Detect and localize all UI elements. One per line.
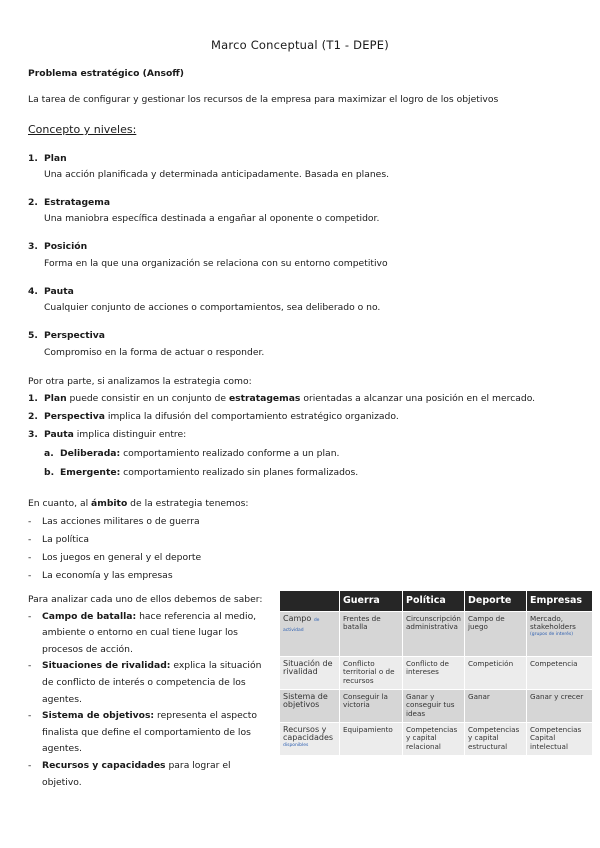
table-cell: Ganar y crecer bbox=[527, 690, 593, 723]
ambito-item: - Los juegos en general y el deporte bbox=[28, 552, 202, 563]
table-cell: Conflicto de intereses bbox=[403, 657, 465, 690]
table-row bbox=[280, 690, 593, 723]
level-item: 5. Perspectiva bbox=[28, 330, 105, 341]
table-header-cell bbox=[280, 591, 340, 612]
problem-heading: Problema estratégico (Ansoff) bbox=[28, 68, 184, 79]
ambito-intro: En cuanto, al ámbito de la estrategia tenemos: bbox=[28, 498, 249, 509]
row-header: Sistema de objetivos bbox=[280, 690, 340, 723]
ambito-item: - La economía y las empresas bbox=[28, 570, 173, 581]
saber-list bbox=[28, 592, 273, 791]
saber-item: - Sistema de objetivos: representa el aspecto finalista que define el comportamiento de los agentes. bbox=[28, 710, 258, 755]
level-desc: Forma en la que una organización se relaciona con su entorno competitivo bbox=[44, 258, 388, 269]
table-row bbox=[280, 657, 593, 690]
level-item: 3. Posición bbox=[28, 241, 88, 252]
comparison-table bbox=[279, 590, 593, 756]
table-cell: Circunscripción administrativa bbox=[403, 612, 465, 657]
level-desc: Una maniobra específica destinada a engañar al oponente o competidor. bbox=[44, 213, 380, 224]
table-row bbox=[280, 723, 593, 756]
table-cell: Mercado, stakeholders (grupos de interés) bbox=[527, 612, 593, 657]
table-cell: Campo de juego bbox=[465, 612, 527, 657]
row-header: Recursos y capacidades disponibles bbox=[280, 723, 340, 756]
row-header: Campo de actividad bbox=[280, 612, 340, 657]
level-desc: Compromiso en la forma de actuar o responder. bbox=[44, 347, 265, 358]
ambito-item: - La política bbox=[28, 534, 90, 545]
saber-item: - Campo de batalla: hace referencia al medio, ambiente o entorno en cual tiene lugar los procesos de acción. bbox=[28, 610, 257, 655]
analysis-item: 3. Pauta implica distinguir entre: bbox=[28, 429, 187, 440]
table-cell: Equipamiento bbox=[340, 723, 403, 756]
pauta-type: a. Deliberada: comportamiento realizado conforme a un plan. bbox=[44, 448, 340, 459]
saber-intro: Para analizar cada uno de ellos debemos de saber: bbox=[28, 594, 263, 605]
concept-heading: Concepto y niveles: bbox=[28, 123, 137, 136]
table-cell: Competencias y capital estructural bbox=[465, 723, 527, 756]
table-header-cell: Política bbox=[403, 591, 465, 612]
level-desc: Cualquier conjunto de acciones o comportamientos, sea deliberado o no. bbox=[44, 302, 381, 313]
saber-item: - Situaciones de rivalidad: explica la situación de conflicto de interés o competencia de los agentes. bbox=[28, 660, 262, 705]
page-title: Marco Conceptual (T1 - DEPE) bbox=[211, 38, 389, 52]
table-cell: Conflicto territorial o de recursos bbox=[340, 657, 403, 690]
table-header-cell: Deporte bbox=[465, 591, 527, 612]
analysis-item: 2. Perspectiva implica la difusión del comportamiento estratégico organizado. bbox=[28, 411, 399, 422]
row-header: Situación de rivalidad bbox=[280, 657, 340, 690]
table-cell: Conseguir la victoria bbox=[340, 690, 403, 723]
problem-text: La tarea de configurar y gestionar los recursos de la empresa para maximizar el logro de los objetivos bbox=[28, 94, 499, 105]
pauta-type: b. Emergente: comportamiento realizado sin planes formalizados. bbox=[44, 467, 359, 478]
table-cell: Ganar bbox=[465, 690, 527, 723]
analysis-intro: Por otra parte, si analizamos la estrategia como: bbox=[28, 376, 252, 387]
level-item: 2. Estratagema bbox=[28, 197, 111, 208]
table-cell: Competencia bbox=[527, 657, 593, 690]
table-header-cell: Empresas bbox=[527, 591, 593, 612]
table-cell: Competición bbox=[465, 657, 527, 690]
ambito-item: - Las acciones militares o de guerra bbox=[28, 516, 200, 527]
table-cell: Competencias Capital intelectual bbox=[527, 723, 593, 756]
level-item: 1. Plan bbox=[28, 153, 67, 164]
saber-item: - Recursos y capacidades para lograr el objetivo. bbox=[28, 759, 231, 788]
level-desc: Una acción planificada y determinada anticipadamente. Basada en planes. bbox=[44, 169, 390, 180]
table-header-row bbox=[280, 591, 593, 612]
table-row bbox=[280, 612, 593, 657]
table-cell: Ganar y conseguir tus ideas bbox=[403, 690, 465, 723]
table-cell: Competencias y capital relacional bbox=[403, 723, 465, 756]
level-item: 4. Pauta bbox=[28, 286, 74, 297]
table-cell: Frentes de batalla bbox=[340, 612, 403, 657]
table-header-cell: Guerra bbox=[340, 591, 403, 612]
analysis-item: 1. Plan puede consistir en un conjunto de estratagemas orientadas a alcanzar una posición en el mercado. bbox=[28, 393, 536, 404]
